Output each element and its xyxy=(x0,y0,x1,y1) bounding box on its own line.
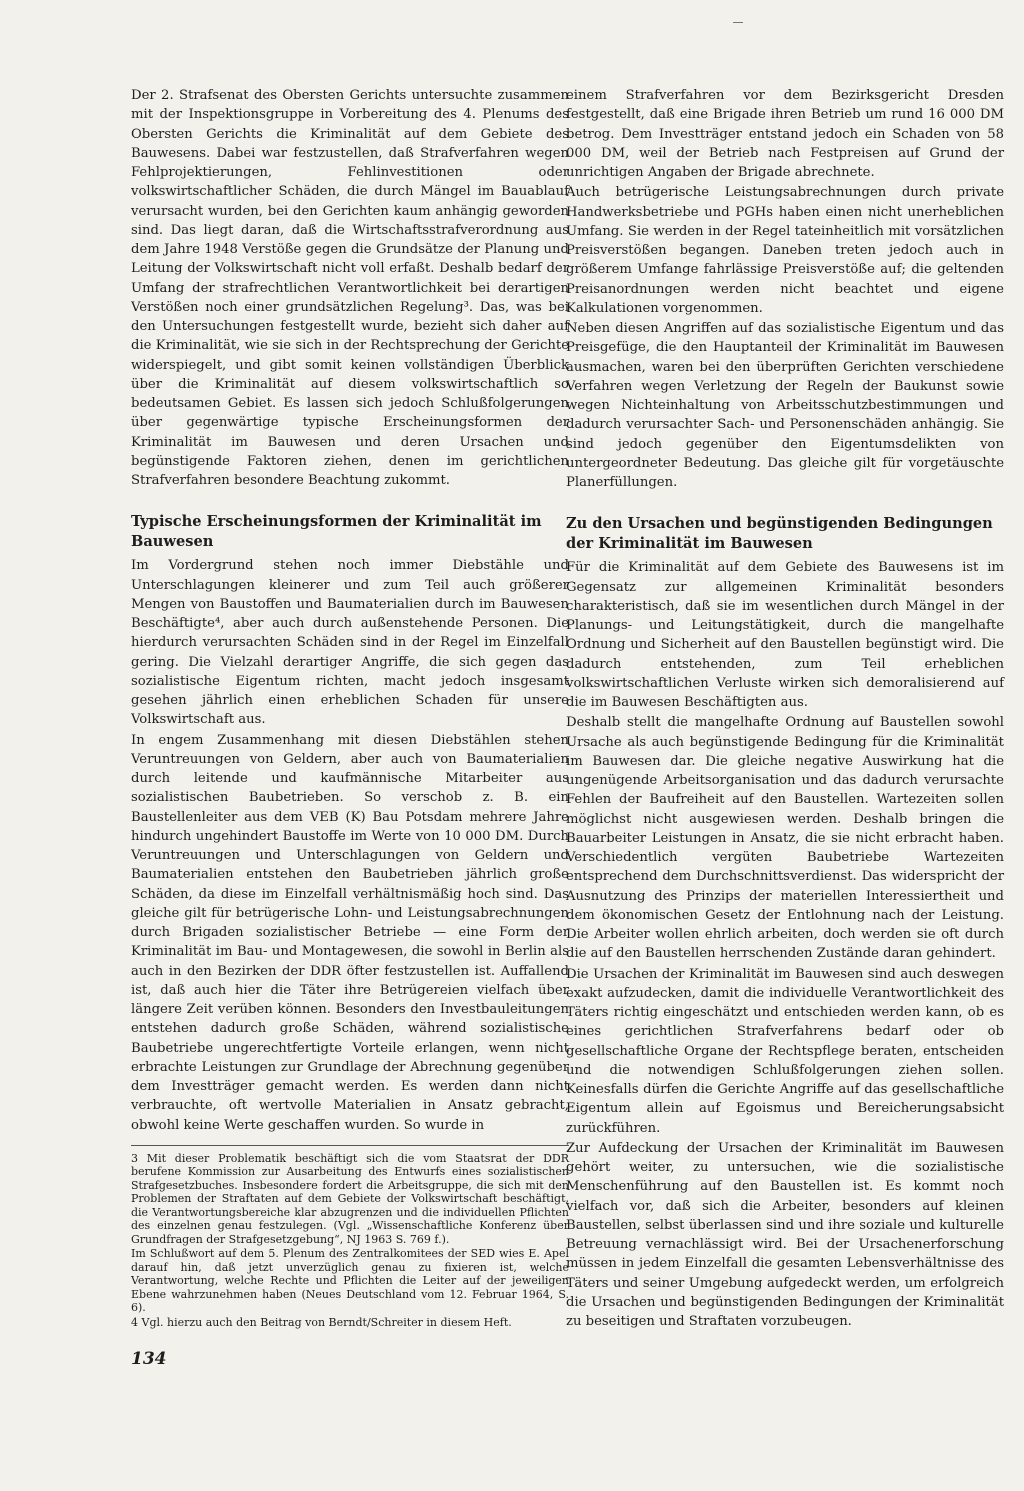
margin-mark xyxy=(733,22,743,23)
paragraph: einem Strafverfahren vor dem Bezirksgericht Dresden festgestellt, daß eine Brigade ihren Betrieb um rund 16 000 DM betrog. Dem Investträger entstand jedoch ein Schaden von 58 000 DM, weil der Betrieb nach Festpreisen auf Grund der unrichtigen Angaben der Brigade abrechnete. xyxy=(566,88,1004,180)
paragraph: Zur Aufdeckung der Ursachen der Kriminalität im Bauwesen gehört weiter, zu untersuchen, wie die sozialistische Menschenführung auf den Baustellen ist. Es kommt noch vielfach vor, daß sich die Arbeiter, besonders auf kleinen Baustellen, selbst überlassen sind und ihre soziale und kulturelle Betreuung vernachlässigt wird. Bei der Ursachenerforschung müssen in jedem Einzelfall die gesamten Lebensverhältnisse des Täters und seiner Umgebung aufgedeckt werden, um erfolgreich die Ursachen und begünstigenden Bedingungen der Kriminalität zu beseitigen und Straftaten vorzubeugen. xyxy=(566,1140,1004,1329)
footnote-3-continued: Im Schlußwort auf dem 5. Plenum des Zentralkomitees der SED wies E. Apel darauf hin, daß jetzt unverzüglich genau zu fixieren ist, welche Verantwortung, welche Rechte und Pflichten die Leiter auf der jeweiligen Ebene wahrzunehmen haben (Neues Deutschland vom 12. Februar 1964, S. 6). xyxy=(131,1247,569,1315)
footnote-3: 3 Mit dieser Problematik beschäftigt sich die vom Staatsrat der DDR berufene Kommission zur Ausarbeitung des Entwurfs eines sozialistischen Strafgesetzbuches. Insbesondere fordert die Arbeitsgruppe, die sich mit den Problemen der Straftaten auf dem Gebiete der Volkswirtschaft beschäftigt, die Verantwortungsbereiche klar abzugrenzen und die individuellen Pflichten des einzelnen genau festzulegen. (Vgl. „Wissenschaftliche Konferenz über Grundfragen der Strafgesetzgebung“, NJ 1963 S. 769 f.). xyxy=(131,1151,569,1246)
paragraph: Der 2. Strafsenat des Obersten Gerichts untersuchte zusammen mit der Inspektionsgruppe in Vorbereitung des 4. Plenums des Obersten Gerichts die Kriminalität auf dem Gebiete des Bauwesens. Dabei war festzustellen, daß Strafverfahren wegen Fehlprojektierungen, Fehlinvestitionen oder volkswirtschaftlicher Schäden, die durch Mängel im Bauablauf verursacht wurden, bei den Gerichten kaum anhängig geworden sind. Das liegt daran, daß die Wirtschaftsstrafverordnung aus dem Jahre 1948 Verstöße gegen die Grundsätze der Planung und Leitung der Volkswirtschaft nicht voll erfaßt. Deshalb bedarf der Umfang der strafrechtlichen Verantwortlichkeit bei derartigen Verstößen noch einer grundsätzlichen Regelung³. Das, was bei den Untersuchungen festgestellt wurde, bezieht sich daher auf die Kriminalität, wie sie sich in der Rechtsprechung der Gerichte widerspiegelt, und gibt somit keinen vollständigen Überblick über die Kriminalität auf diesem volkswirtschaftlich so bedeutsamen Gebiet. Es lassen sich jedoch Schlußfolgerungen über gegenwärtige typische Erscheinungsformen der Kriminalität im Bauwesen und deren Ursachen und begünstigende Faktoren ziehen, denen im gerichtlichen Strafverfahren besondere Beachtung zukommt. xyxy=(131,88,569,488)
footnotes xyxy=(131,1145,569,1330)
footnote-4: 4 Vgl. hierzu auch den Beitrag von Berndt/Schreiter in diesem Heft. xyxy=(131,1315,512,1329)
page-number: 134 xyxy=(131,1349,167,1369)
paragraph: Auch betrügerische Leistungsabrechnungen durch private Handwerksbetriebe und PGHs haben einen nicht unerheblichen Umfang. Sie werden in der Regel tateinheitlich mit vorsätzlichen Preisverstößen begangen. Daneben treten jedoch auch in größerem Umfange fahrlässige Preisverstöße auf; die geltenden Preisanordnungen werden nicht beachtet und eigene Kalkulationen vorgenommen. xyxy=(566,185,1004,316)
paragraph: Im Vordergrund stehen noch immer Diebstähle und Unterschlagungen kleinerer und zum Teil auch größerer Mengen von Baustoffen und Baumaterialien durch im Bauwesen Beschäftigte⁴, aber auch durch außenstehende Personen. Die hierdurch verursachten Schäden sind in der Regel im Einzelfall gering. Die Vielzahl derartiger Angriffe, die sich gegen das sozialistische Eigentum richten, macht jedoch insgesamt gesehen jährlich einen erheblichen Schaden für unsere Volkswirtschaft aus. xyxy=(131,558,569,728)
paragraph: In engem Zusammenhang mit diesen Diebstählen stehen Veruntreuungen von Geldern, aber auch von Baumaterialien durch leitende und kaufmännische Mitarbeiter aus sozialistischen Baubetrieben. So verschob z. B. ein Baustellenleiter aus dem VEB (K) Bau Potsdam mehrere Jahre hindurch ungehindert Baustoffe im Werte von 10 000 DM. Durch Veruntreuungen und Unterschlagungen von Geldern und Baumaterialien entstehen den Baubetrieben jährlich große Schäden, da diese im Einzelfall verhältnismäßig hoch sind. Das gleiche gilt für betrügerische Lohn- und Leistungsabrechnungen durch Brigaden sozialistischer Betriebe — eine Form der Kriminalität im Bau- und Montagewesen, die sowohl in Berlin als auch in den Bezirken der DDR öfter festzustellen ist. Auffallend ist, daß auch hier die Täter ihre Betrügereien vielfach über längere Zeit verüben können. Besonders den Investbauleitungen entstehen dadurch große Schäden, während sozialistische Baubetriebe ungerechtfertigte Vorteile erlangen, wenn nicht erbrachte Leistungen zur Grundlage der Abrechnung gegenüber dem Investträger gemacht werden. Es werden dann nicht verbrauchte, oft wertvolle Materialien in Ansatz gebracht, obwohl keine Werte geschaffen wurden. So wurde in xyxy=(131,732,569,1133)
section-heading: Zu den Ursachen und begünstigenden Bedingungen der Kriminalität im Bauwesen xyxy=(566,515,993,553)
paragraph: Die Ursachen der Kriminalität im Bauwesen sind auch deswegen exakt aufzudecken, damit die individuelle Verantwortlichkeit des Täters richtig eingeschätzt und entschieden werden kann, ob es eines gerichtlichen Strafverfahrens bedarf oder ob gesellschaftliche Organe der Rechtspflege beraten, entscheiden und die notwendigen Schlußfolgerungen ziehen sollen. Keinesfalls dürfen die Gerichte Angriffe auf das gesellschaftliche Eigentum allein auf Egoismus und Bereicherungsabsicht zurückführen. xyxy=(566,966,1004,1136)
section-heading: Typische Erscheinungsformen der Kriminalität im Bauwesen xyxy=(131,513,542,551)
left-column xyxy=(131,86,569,1329)
right-column xyxy=(566,86,1004,1331)
paragraph: Deshalb stellt die mangelhafte Ordnung auf Baustellen sowohl Ursache als auch begünstigende Bedingung für die Kriminalität im Bauwesen dar. Die gleiche negative Auswirkung hat die ungenügende Arbeitsorganisation und das dadurch verursachte Fehlen der Baufreiheit auf den Baustellen. Wartezeiten sollen möglichst nicht ausgewiesen werden. Deshalb bringen die Bauarbeiter Leistungen in Ansatz, die sie nicht erbracht haben. Verschiedentlich vergüten Baubetriebe Wartezeiten entsprechend dem Durchschnittsverdienst. Das widerspricht der Ausnutzung des Prinzips der materiellen Interessiertheit und dem ökonomischen Gesetz der Entlohnung nach der Leistung. Die Arbeiter wollen ehrlich arbeiten, doch werden sie oft durch die auf den Baustellen herrschenden Zustände daran gehindert. xyxy=(566,715,1004,962)
paragraph: Neben diesen Angriffen auf das sozialistische Eigentum und das Preisgefüge, die den Hauptanteil der Kriminalität im Bauwesen ausmachen, waren bei den überprüften Gerichten verschiedene Verfahren wegen Verletzung der Regeln der Baukunst sowie wegen Nichteinhaltung von Arbeitsschutzbestimmungen und dadurch verursachter Sach- und Personenschäden anhängig. Sie sind jedoch gegenüber den Eigentumsdelikten von untergeordneter Bedeutung. Das gleiche gilt für vorgetäuschte Planerfüllungen. xyxy=(566,321,1004,490)
paragraph: Für die Kriminalität auf dem Gebiete des Bauwesens ist im Gegensatz zur allgemeinen Kriminalität besonders charakteristisch, daß sie im wesentlichen durch Mängel in der Planungs- und Leitungstätigkeit, durch die mangelhafte Ordnung und Sicherheit auf den Baustellen begünstigt wird. Die dadurch entstehenden, zum Teil erheblichen volkswirtschaftlichen Verluste wirken sich demoralisierend auf die im Bauwesen Beschäftigten aus. xyxy=(566,560,1004,710)
